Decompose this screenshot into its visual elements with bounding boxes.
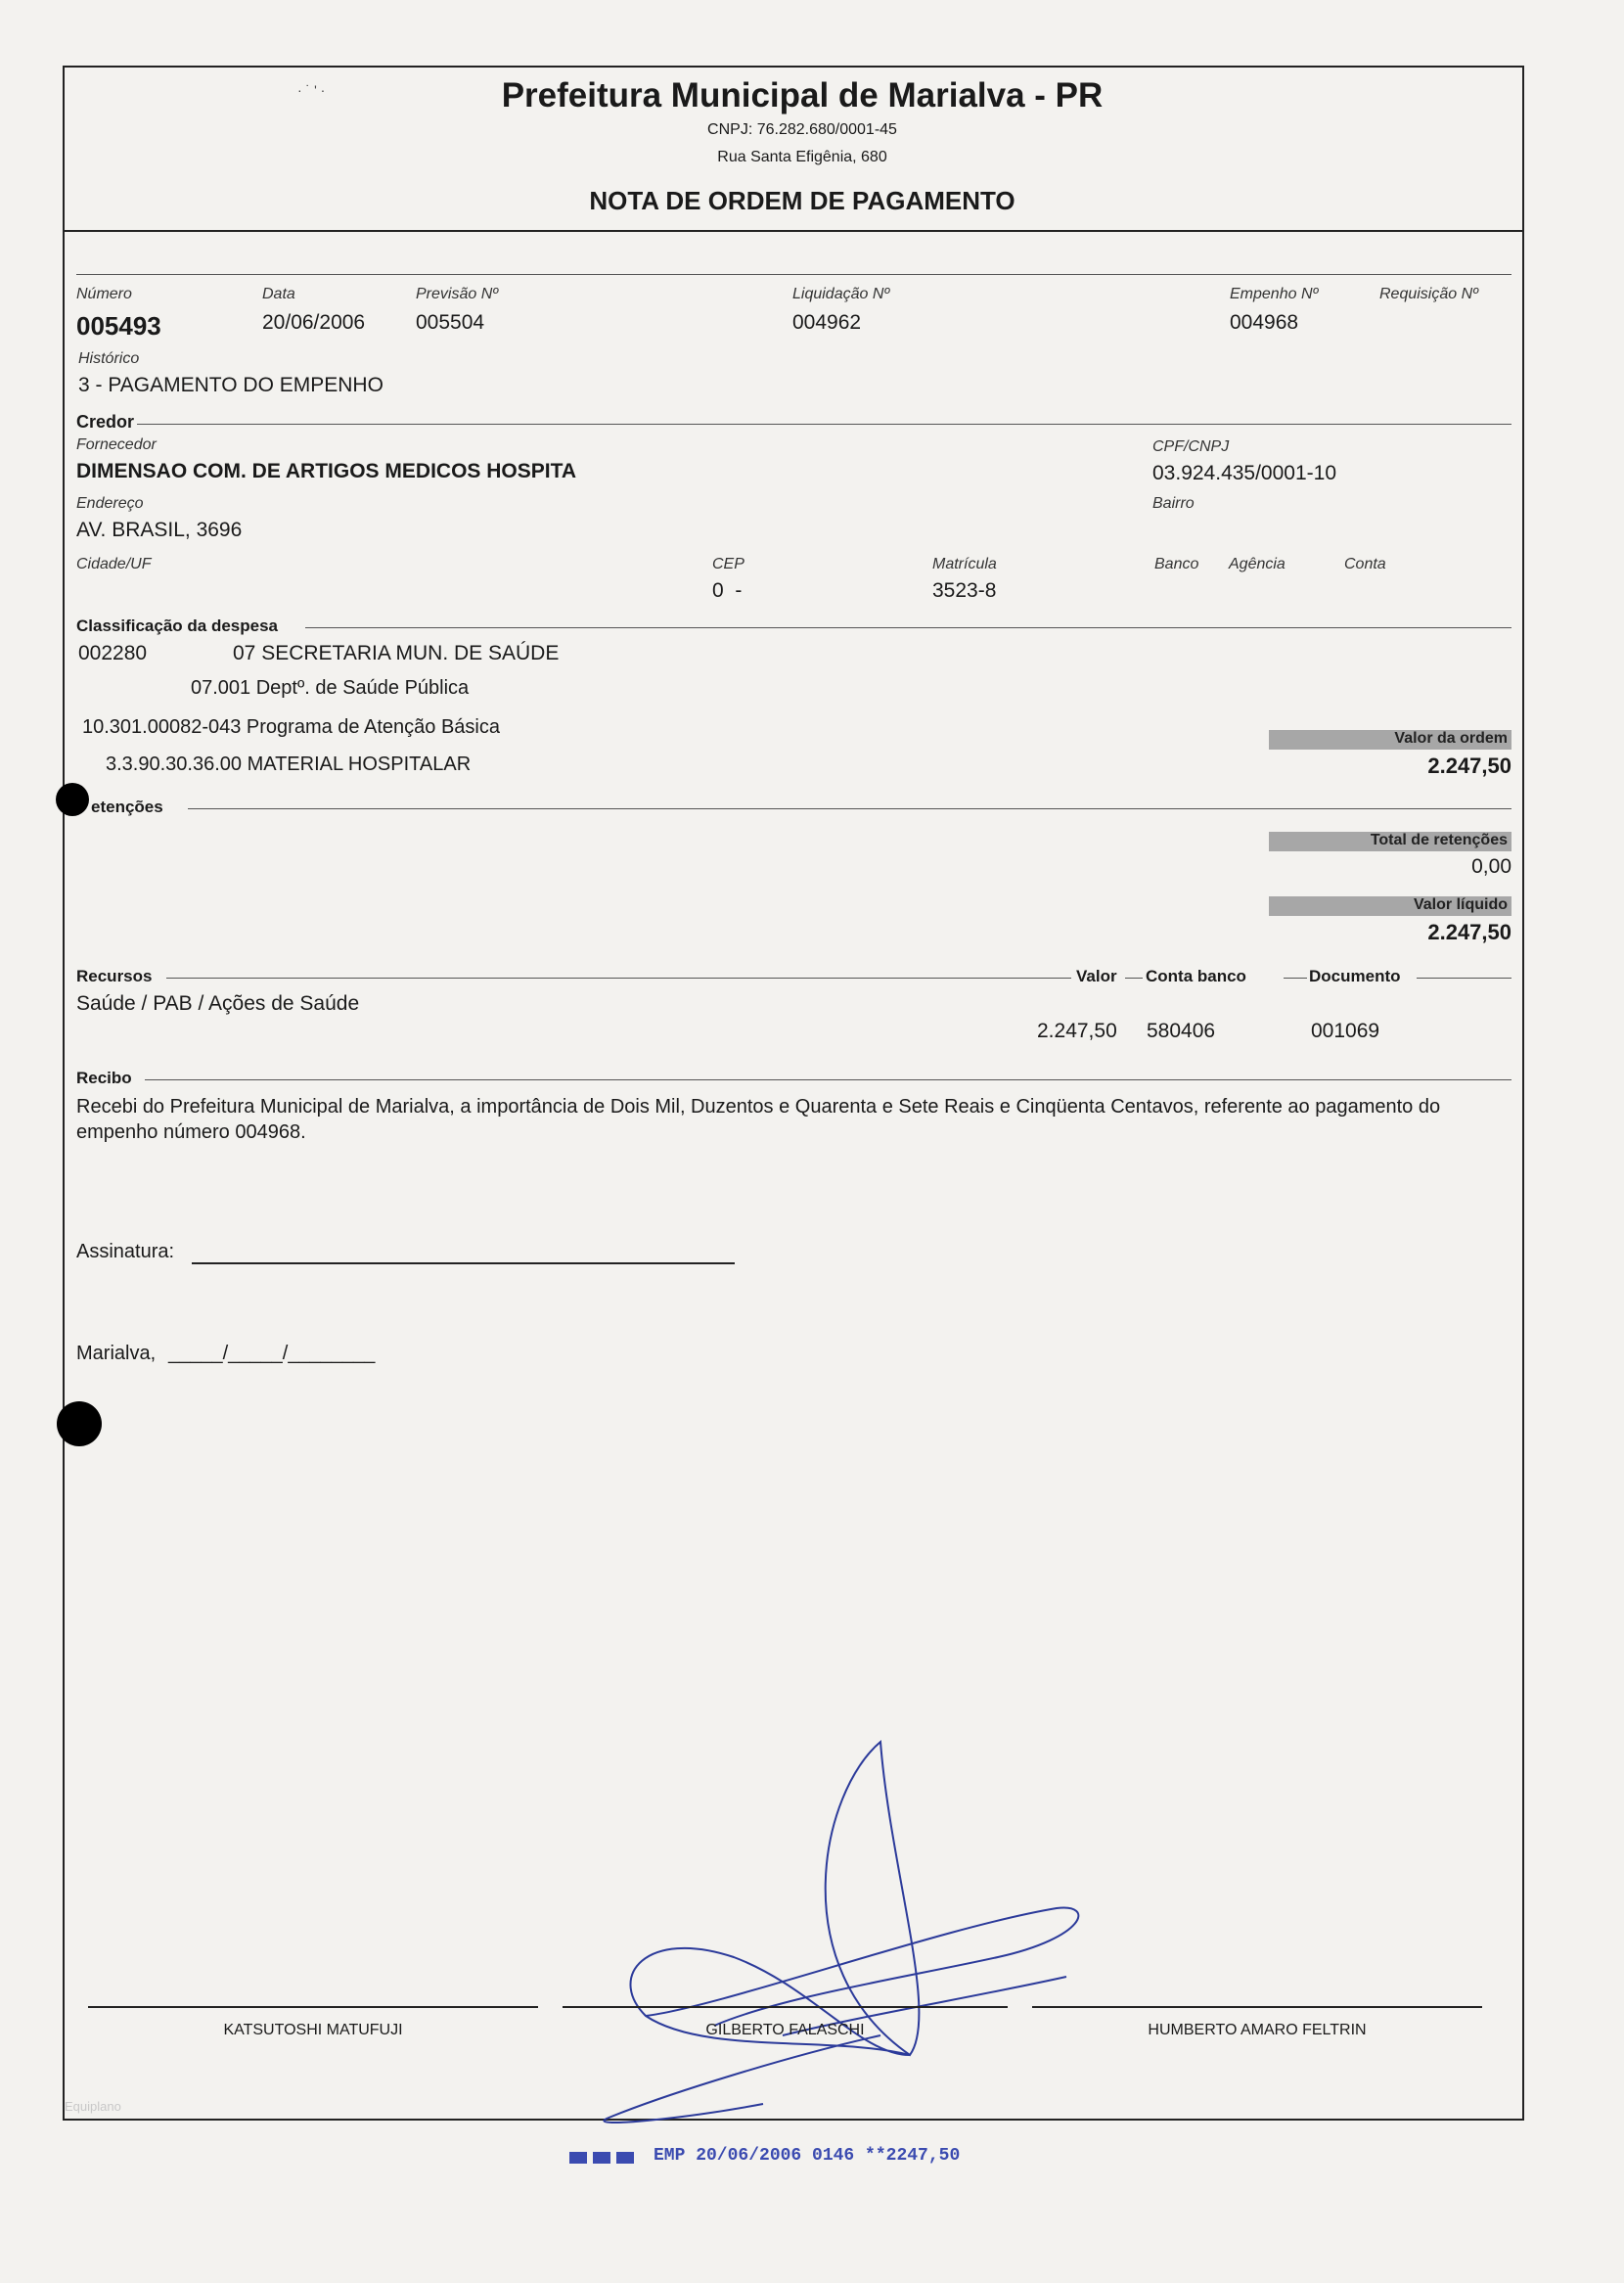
banco-label: Banco [1154,556,1199,572]
fornecedor-label: Fornecedor [76,436,157,453]
header-title: Prefeitura Municipal de Marialva - PR [501,76,1104,114]
signature-line-2 [563,2006,1008,2008]
retencoes-rule [188,808,1511,809]
liquidacao-value: 004962 [792,311,862,334]
signature-line-3 [1032,2006,1482,2008]
credor-section-title: Credor [76,412,135,432]
numero-value: 005493 [76,311,161,341]
classificacao-section-title: Classificação da despesa [76,616,279,635]
cnpj-value: 03.924.435/0001-10 [1152,462,1337,484]
historico-value: 3 - PAGAMENTO DO EMPENHO [78,374,383,396]
recursos-descricao: Saúde / PAB / Ações de Saúde [76,992,360,1015]
local-label: Marialva, [76,1343,157,1364]
cidade-label: Cidade/UF [76,556,152,572]
header-specks: · ˙ ' · [297,82,326,98]
recursos-conta: 580406 [1147,1020,1216,1042]
recursos-section-title: Recursos [76,967,153,985]
total-retencoes-label: Total de retenções [1370,832,1508,848]
valor-ordem-value: 2.247,50 [1427,753,1511,778]
classificacao-line3: 10.301.00082-043 Programa de Atenção Básica [82,716,500,738]
requisicao-label: Requisição Nº [1379,286,1478,302]
empenho-label: Empenho Nº [1230,286,1319,302]
handwritten-signature [587,1732,1096,2143]
header-divider [63,230,1524,232]
recursos-rule [166,978,1071,979]
valor-ordem-header [1269,730,1511,750]
recibo-text: Recebi do Prefeitura Municipal de Marialva, a importância de Dois Mil, Duzentos e Quarenta e Sete Reais e Cinqüenta Centavos, referente ao pagamento do empenho número 004968. [76,1096,1441,1143]
signature-line-1 [88,2006,538,2008]
signatory-2: GILBERTO FALASCHI [705,2022,865,2038]
document-title: NOTA DE ORDEM DE PAGAMENTO [589,186,1015,215]
recursos-rule-3 [1284,978,1307,979]
recursos-conta-label: Conta banco [1146,967,1246,985]
empenho-value: 004968 [1230,311,1299,334]
bairro-label: Bairro [1152,495,1195,512]
matricula-label: Matrícula [932,556,997,572]
classificacao-code: 002280 [78,642,148,664]
header-address: Rua Santa Efigênia, 680 [717,149,887,165]
recursos-documento-label: Documento [1309,967,1401,985]
assinatura-line [192,1262,735,1264]
recursos-rule-4 [1417,978,1511,979]
fornecedor-value: DIMENSAO COM. DE ARTIGOS MEDICOS HOSPITA [76,460,577,482]
classificacao-line4: 3.3.90.30.36.00 MATERIAL HOSPITALAR [106,753,472,775]
valor-liquido-header [1269,896,1511,916]
recursos-rule-2 [1125,978,1143,979]
liquidacao-label: Liquidação Nº [792,286,890,302]
retencoes-section-title: etenções [91,798,163,816]
matricula-value: 3523-8 [932,579,997,602]
total-retencoes-header [1269,832,1511,851]
bank-stamp-text: EMP 20/06/2006 0146 **2247,50 [654,2146,961,2166]
valor-liquido-label: Valor líquido [1413,896,1508,913]
cnpj-label: CPF/CNPJ [1152,438,1230,455]
recibo-rule [145,1079,1511,1080]
total-retencoes-value: 0,00 [1471,855,1511,878]
conta-label: Conta [1344,556,1386,572]
software-watermark: Equiplano [65,2099,121,2114]
recursos-documento: 001069 [1311,1020,1380,1042]
classificacao-line2: 07.001 Deptº. de Saúde Pública [191,677,470,699]
valor-ordem-label: Valor da ordem [1394,730,1508,747]
endereco-value: AV. BRASIL, 3696 [76,519,243,541]
date-blank: _____/_____/________ [168,1343,376,1364]
signatory-1: KATSUTOSHI MATUFUJI [223,2022,403,2038]
bank-stamp-logo [569,2149,638,2167]
endereco-label: Endereço [76,495,144,512]
assinatura-label: Assinatura: [76,1241,175,1262]
punch-hole-mark [56,783,89,816]
cep-value: 0 - [712,579,743,602]
recursos-valor: 2.247,50 [1037,1020,1117,1042]
signatory-3: HUMBERTO AMARO FELTRIN [1148,2022,1367,2038]
recibo-section-title: Recibo [76,1069,132,1087]
credor-rule [137,424,1511,425]
previsao-value: 005504 [416,311,485,334]
agencia-label: Agência [1229,556,1286,572]
historico-label: Histórico [78,350,140,367]
cep-label: CEP [712,556,744,572]
recursos-valor-label: Valor [1076,967,1117,985]
data-label: Data [262,286,295,302]
classificacao-line1: 07 SECRETARIA MUN. DE SAÚDE [233,642,560,664]
previsao-label: Previsão Nº [416,286,499,302]
header-cnpj: CNPJ: 76.282.680/0001-45 [707,121,897,138]
classificacao-rule [305,627,1511,628]
numero-label: Número [76,286,132,302]
ids-rule [76,274,1511,275]
valor-liquido-value: 2.247,50 [1427,920,1511,944]
punch-hole-mark [57,1401,102,1446]
data-value: 20/06/2006 [262,311,366,334]
